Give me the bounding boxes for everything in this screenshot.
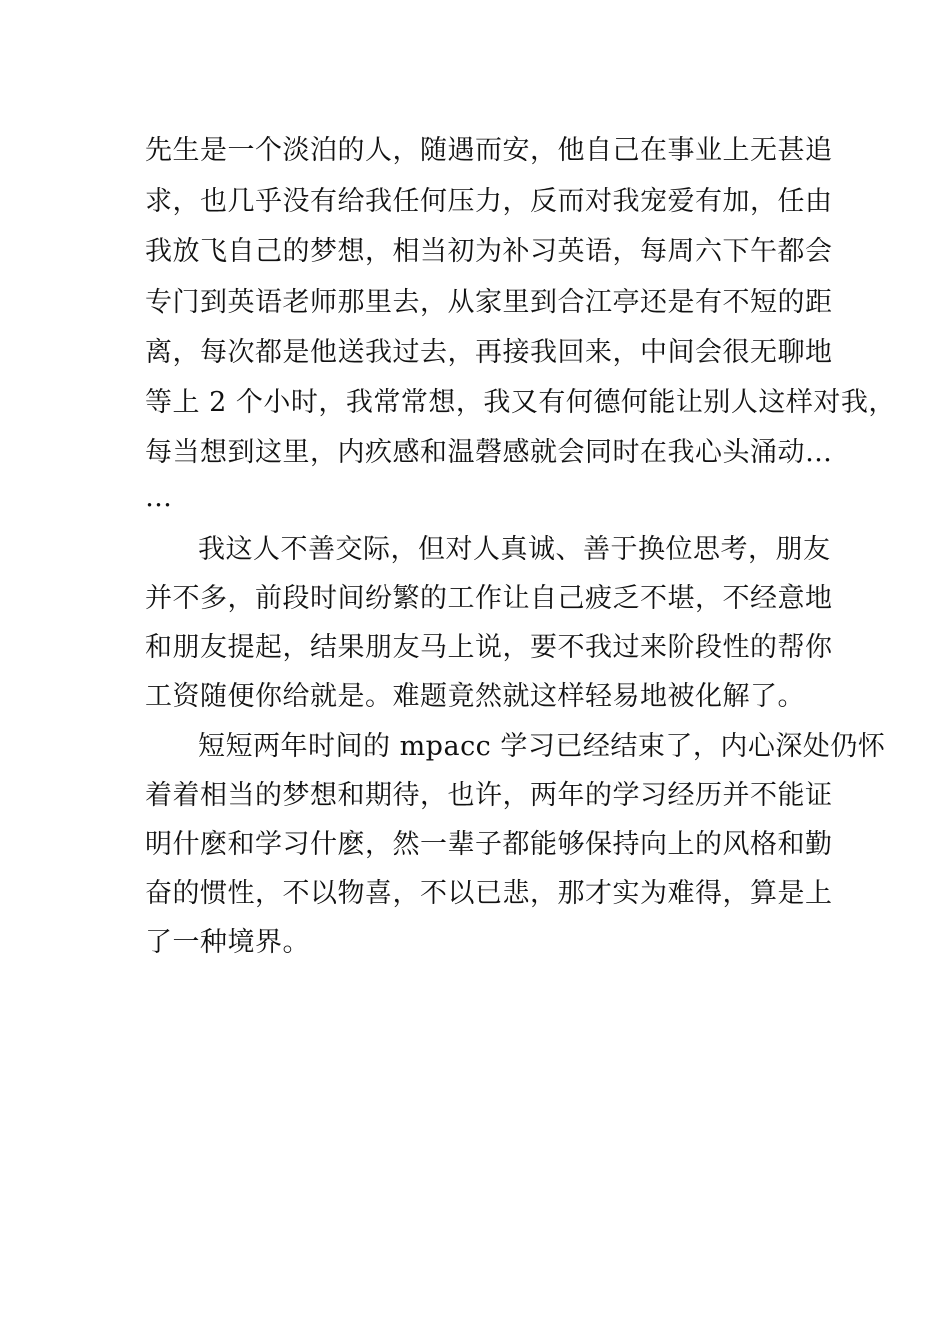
paragraph-2-line-2: 并不多，前段时间纷繁的工作让自己疲乏不堪，不经意地 [145,583,833,614]
paragraph-1-line-4: 专门到英语老师那里去，从家里到合江亭还是有不短的距 [145,287,833,318]
paragraph-2-line-4: 工资随便你给就是。难题竟然就这样轻易地被化解了。 [145,681,805,712]
paragraph-3-line-4: 奋的惯性，不以物喜，不以已悲，那才实为难得，算是上 [145,878,833,909]
paragraph-1-line-6: 等上 2 个小时，我常常想，我又有何德何能让别人这样对我， [145,387,896,418]
paragraph-2-line-3: 和朋友提起，结果朋友马上说，要不我过来阶段性的帮你 [145,632,833,663]
paragraph-1-line-3: 我放飞自己的梦想，相当初为补习英语，每周六下午都会 [145,236,833,267]
paragraph-1-line-8: … [145,482,173,513]
paragraph-3-line-1: 短短两年时间的 mpacc 学习已经结束了，内心深处仍怀 [198,731,886,762]
paragraph-3-line-5: 了一种境界。 [145,927,310,958]
paragraph-1-line-2: 求，也几乎没有给我任何压力，反而对我宠爱有加，任由 [145,186,833,217]
paragraph-1-line-5: 离，每次都是他送我过去，再接我回来，中间会很无聊地 [145,337,833,368]
paragraph-3-line-2: 着着相当的梦想和期待，也许，两年的学习经历并不能证 [145,780,833,811]
paragraph-2-line-1: 我这人不善交际，但对人真诚、善于换位思考，朋友 [198,534,831,565]
paragraph-1-line-1: 先生是一个淡泊的人，随遇而安，他自己在事业上无甚追 [145,135,833,166]
paragraph-3-line-3: 明什麽和学习什麽，然一辈子都能够保持向上的风格和勤 [145,829,833,860]
paragraph-1-line-7: 每当想到这里，内疚感和温磬感就会同时在我心头涌动… [145,437,833,468]
